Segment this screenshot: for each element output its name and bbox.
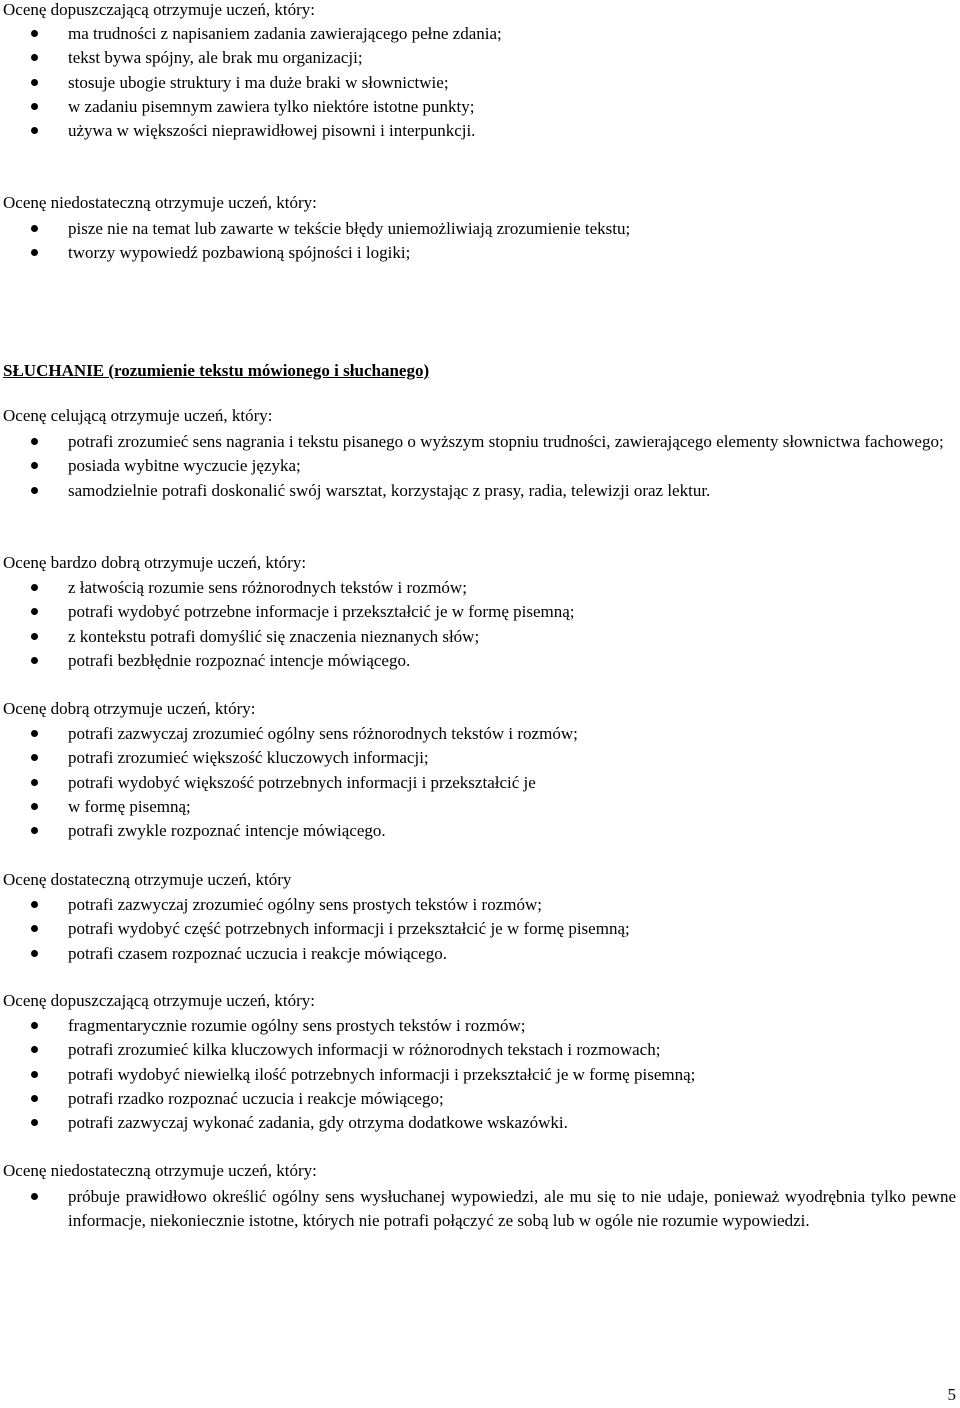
bullet-icon <box>31 438 38 445</box>
bullet-icon <box>31 127 38 134</box>
list-item: tekst bywa spójny, ale brak mu organizacji; <box>0 46 956 70</box>
list-item: potrafi rzadko rozpoznać uczucia i reakcje mówiącego; <box>0 1087 956 1111</box>
bullet-icon <box>31 103 38 110</box>
bullet-icon <box>31 79 38 86</box>
bullet-icon <box>31 1095 38 1102</box>
list-item: w formę pisemną; <box>0 795 956 819</box>
criteria-list <box>0 1014 956 1135</box>
list-item: z łatwością rozumie sens różnorodnych tekstów i rozmów; <box>0 576 956 600</box>
list-item: fragmentarycznie rozumie ogólny sens prostych tekstów i rozmów; <box>0 1014 956 1038</box>
bullet-icon <box>31 901 38 908</box>
list-item: samodzielnie potrafi doskonalić swój warsztat, korzystając z prasy, radia, telewizji oraz lektur. <box>0 479 956 503</box>
bullet-icon <box>31 1022 38 1029</box>
list-item: próbuje prawidłowo określić ogólny sens wysłuchanej wypowiedzi, ale mu się to nie udaje, ponieważ wyodrębnia tylko pewne informacje, niekoniecznie istotne, których nie potrafi połączyć ze sobą lub w ogóle nie rozumie wypowiedzi. <box>0 1185 956 1234</box>
bullet-icon <box>31 462 38 469</box>
list-item: ma trudności z napisaniem zadania zawierającego pełne zdania; <box>0 22 956 46</box>
list-item: potrafi wydobyć potrzebne informacje i przekształcić je w formę pisemną; <box>0 600 956 624</box>
list-item: potrafi zazwyczaj wykonać zadania, gdy otrzyma dodatkowe wskazówki. <box>0 1111 956 1135</box>
bullet-icon <box>31 1193 38 1200</box>
bullet-icon <box>31 754 38 761</box>
bullet-icon <box>31 584 38 591</box>
bullet-icon <box>31 249 38 256</box>
bullet-icon <box>31 608 38 615</box>
bullet-icon <box>31 925 38 932</box>
criteria-list <box>0 576 956 673</box>
bullet-icon <box>31 827 38 834</box>
grade-intro: Ocenę niedostateczną otrzymuje uczeń, który: <box>3 193 317 212</box>
bullet-icon <box>31 1071 38 1078</box>
bullet-icon <box>31 1046 38 1053</box>
list-item: potrafi wydobyć niewielką ilość potrzebnych informacji i przekształcić je w formę pisemną; <box>0 1063 956 1087</box>
list-item: potrafi zrozumieć kilka kluczowych informacji w różnorodnych tekstach i rozmowach; <box>0 1038 956 1062</box>
criteria-list <box>0 430 956 503</box>
grade-intro: Ocenę celującą otrzymuje uczeń, który: <box>3 406 273 425</box>
bullet-icon <box>31 779 38 786</box>
grade-intro: Ocenę dopuszczającą otrzymuje uczeń, który: <box>3 0 315 19</box>
list-item: potrafi wydobyć część potrzebnych informacji i przekształcić je w formę pisemną; <box>0 917 956 941</box>
list-item: w zadaniu pisemnym zawiera tylko niektóre istotne punkty; <box>0 95 956 119</box>
page-number: 5 <box>947 1385 956 1404</box>
bullet-icon <box>31 950 38 957</box>
bullet-icon <box>31 730 38 737</box>
section-heading: SŁUCHANIE (rozumienie tekstu mówionego i słuchanego) <box>3 361 430 380</box>
list-item: potrafi zazwyczaj zrozumieć ogólny sens różnorodnych tekstów i rozmów; <box>0 722 956 746</box>
criteria-list <box>0 1185 956 1234</box>
bullet-icon <box>31 803 38 810</box>
list-item: potrafi zrozumieć większość kluczowych informacji; <box>0 746 956 770</box>
grade-intro: Ocenę dopuszczającą otrzymuje uczeń, który: <box>3 991 315 1010</box>
bullet-icon <box>31 633 38 640</box>
bullet-icon <box>31 487 38 494</box>
list-item: używa w większości nieprawidłowej pisowni i interpunkcji. <box>0 119 956 143</box>
criteria-list <box>0 217 956 266</box>
bullet-icon <box>31 54 38 61</box>
bullet-icon <box>31 1119 38 1126</box>
bullet-icon <box>31 30 38 37</box>
list-item: z kontekstu potrafi domyślić się znaczenia nieznanych słów; <box>0 625 956 649</box>
criteria-list <box>0 722 956 843</box>
grade-intro: Ocenę dobrą otrzymuje uczeń, który: <box>3 699 256 718</box>
list-item: potrafi wydobyć większość potrzebnych informacji i przekształcić je <box>0 771 956 795</box>
bullet-icon <box>31 657 38 664</box>
list-item: tworzy wypowiedź pozbawioną spójności i logiki; <box>0 241 956 265</box>
criteria-list <box>0 893 956 966</box>
list-item: potrafi bezbłędnie rozpoznać intencje mówiącego. <box>0 649 956 673</box>
list-item: potrafi zrozumieć sens nagrania i tekstu pisanego o wyższym stopniu trudności, zawierającego elementy słownictwa fachowego; <box>0 430 956 454</box>
bullet-icon <box>31 225 38 232</box>
list-item: pisze nie na temat lub zawarte w tekście błędy uniemożliwiają zrozumienie tekstu; <box>0 217 956 241</box>
grade-intro: Ocenę niedostateczną otrzymuje uczeń, który: <box>3 1161 317 1180</box>
list-item: stosuje ubogie struktury i ma duże braki w słownictwie; <box>0 71 956 95</box>
grade-intro: Ocenę bardzo dobrą otrzymuje uczeń, który: <box>3 553 307 572</box>
criteria-list <box>0 22 956 143</box>
list-item: potrafi czasem rozpoznać uczucia i reakcje mówiącego. <box>0 942 956 966</box>
list-item: potrafi zwykle rozpoznać intencje mówiącego. <box>0 819 956 843</box>
list-item: potrafi zazwyczaj zrozumieć ogólny sens prostych tekstów i rozmów; <box>0 893 956 917</box>
grade-intro: Ocenę dostateczną otrzymuje uczeń, który <box>3 870 292 889</box>
list-item: posiada wybitne wyczucie języka; <box>0 454 956 478</box>
